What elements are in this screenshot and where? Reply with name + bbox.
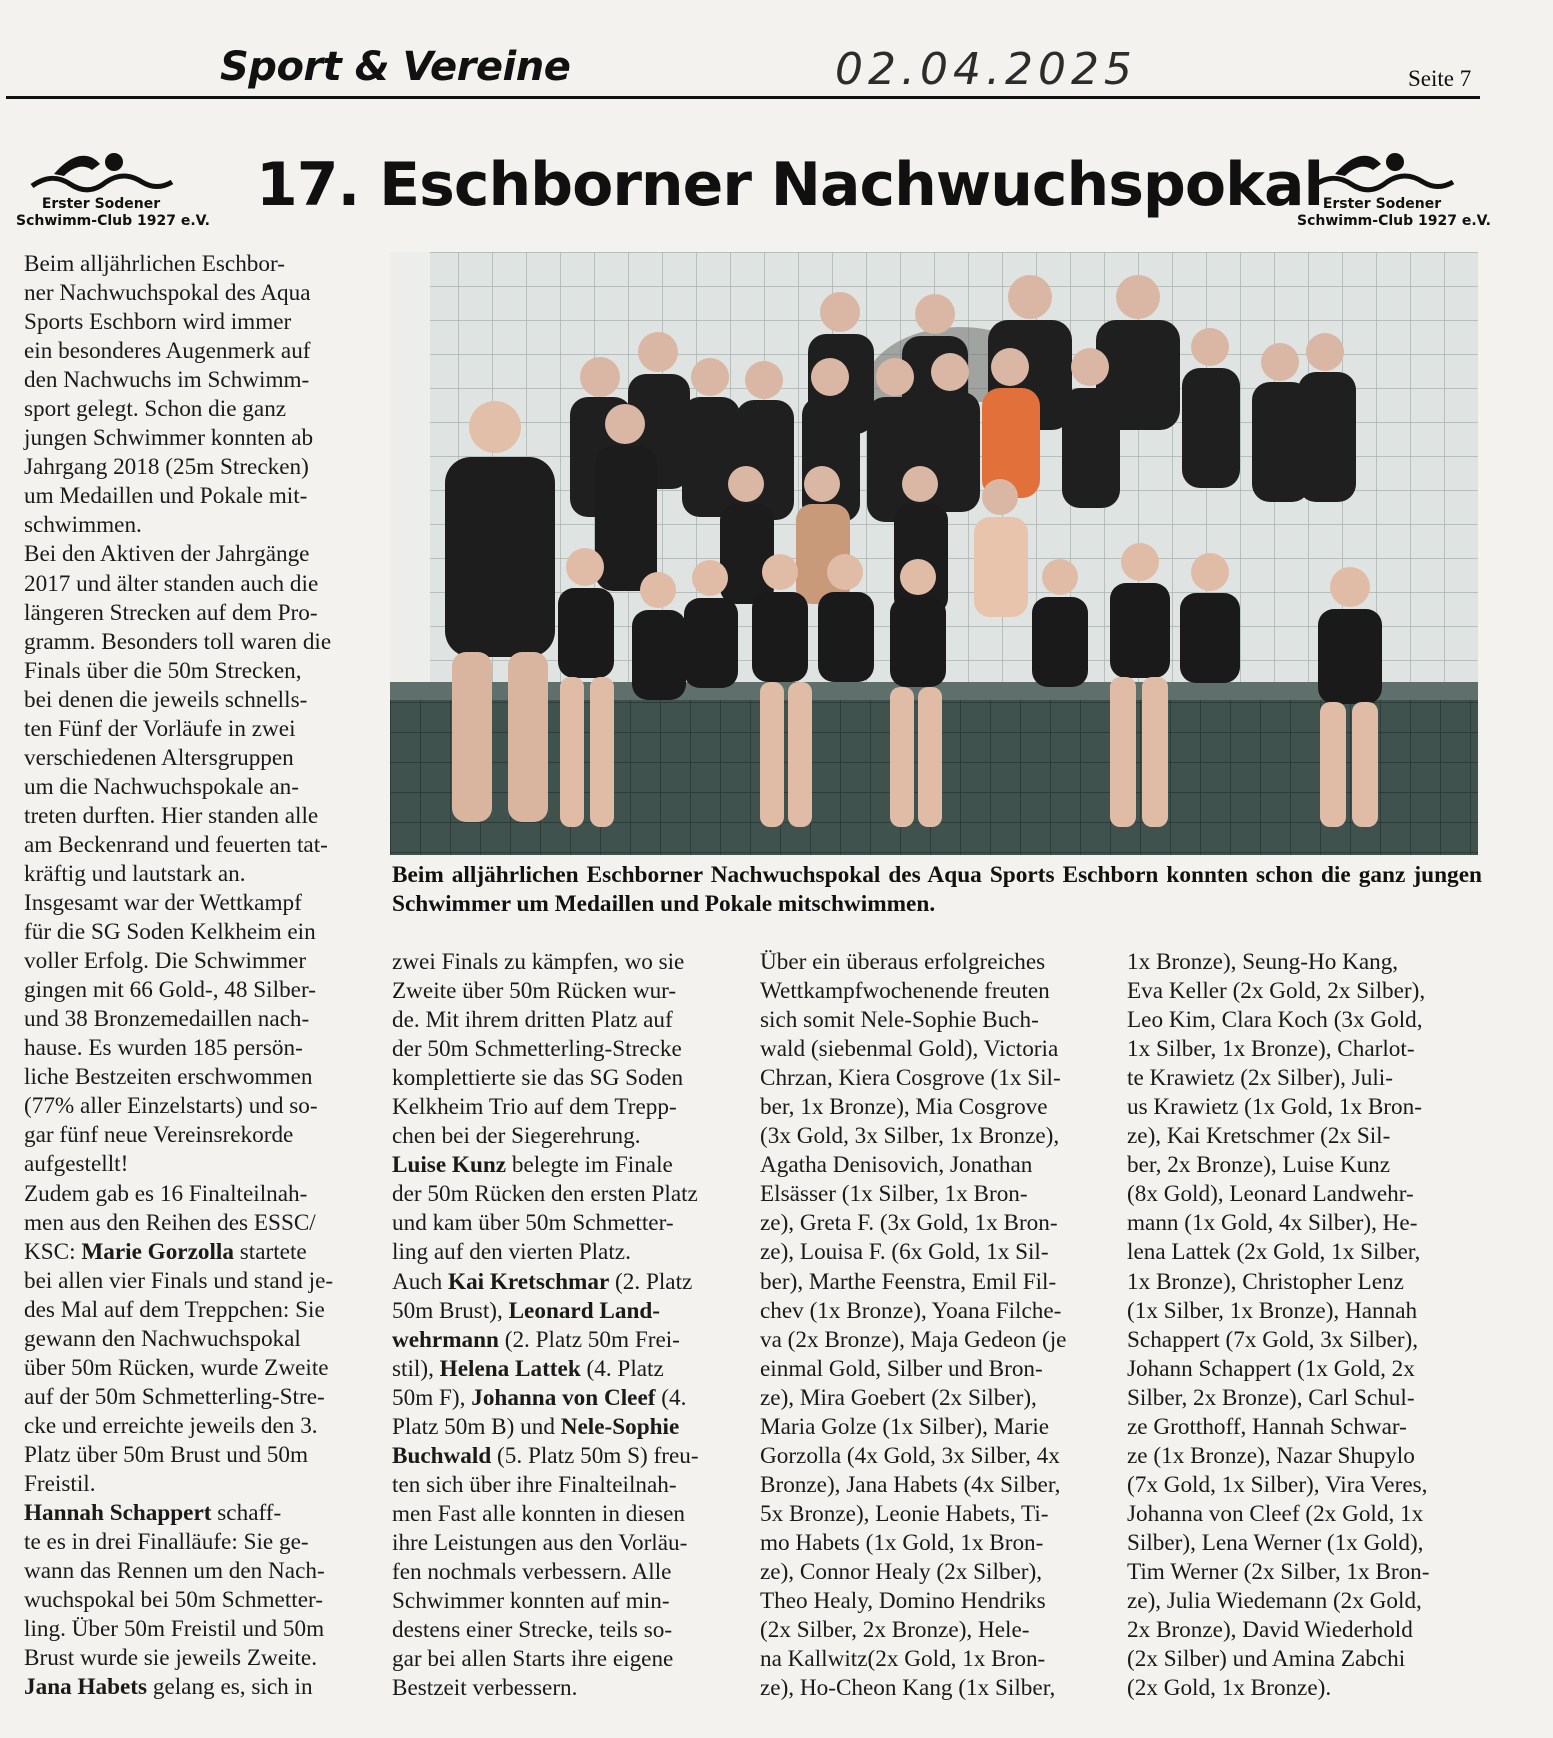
club-logo-left [16, 144, 211, 230]
page-number: Seite 7 [1408, 66, 1472, 91]
text-line: mann (1x Gold, 4x Silber), He- [1127, 1210, 1418, 1237]
club-logo-right [1297, 144, 1492, 230]
text-line: us Krawietz (1x Gold, 1x Bron- [1127, 1094, 1422, 1121]
text-line: Luise Kunz belegte im Finale [392, 1152, 673, 1179]
team-photo [390, 252, 1478, 855]
text-line: ling auf den vierten Platz. [392, 1239, 631, 1266]
text-line: gramm. Besonders toll waren die [24, 628, 332, 655]
handwritten-date: 02.04.2025 [835, 44, 1137, 95]
text-line: Sports Eschborn wird immer [24, 309, 292, 336]
swimmer-wave-icon [1307, 144, 1457, 196]
text-line: Maria Golze (1x Silber), Marie [760, 1413, 1050, 1440]
text-line: Finals über die 50m Strecken, [24, 657, 302, 684]
text-line: destens einer Strecke, teils so- [392, 1617, 673, 1644]
text-line: lena Lattek (2x Gold, 1x Silber, [1127, 1239, 1421, 1266]
text-line: über 50m Rücken, wurde Zweite [24, 1354, 329, 1381]
text-line: 1x Bronze), Seung-Ho Kang, [1127, 949, 1399, 975]
text-line: mo Habets (1x Gold, 1x Bron- [760, 1529, 1044, 1556]
text-line: Johann Schappert (1x Gold, 2x [1127, 1355, 1415, 1382]
text-line: treten durften. Hier standen alle [24, 802, 319, 829]
text-line: und kam über 50m Schmetter- [392, 1210, 674, 1237]
text-line: Silber), Lena Werner (1x Gold), [1127, 1529, 1424, 1556]
text-line: Bronze), Jana Habets (4x Silber, [760, 1471, 1061, 1498]
text-line: chen bei der Siegerehrung. [392, 1123, 641, 1150]
text-line: (77% aller Einzelstarts) und so- [24, 1093, 318, 1120]
text-line: 2x Bronze), David Wiederhold [1127, 1617, 1413, 1644]
text-line: fen nochmals verbessern. Alle [392, 1558, 672, 1585]
text-line: Brust wurde sie jeweils Zweite. [24, 1645, 317, 1672]
text-line: jungen Schwimmer konnten ab [24, 425, 314, 452]
text-line: bei denen die jeweils schnells- [24, 686, 308, 713]
text-line: gingen mit 66 Gold-, 48 Silber- [24, 977, 316, 1004]
text-column-4 [1127, 948, 1480, 1703]
text-line: der 50m Schmetterling-Strecke [392, 1036, 682, 1063]
text-line: bei allen vier Finals und stand je- [24, 1267, 334, 1294]
text-line: te es in drei Finalläufe: Sie ge- [24, 1529, 309, 1556]
text-line: Wettkampfwochenende freuten [760, 978, 1050, 1005]
text-line: ten Fünf der Vorläufe in zwei [24, 715, 296, 742]
text-line: gar bei allen Starts ihre eigene [392, 1646, 674, 1673]
text-column-2 [392, 948, 744, 1703]
text-line: Platz 50m B) und Nele-Sophie [392, 1413, 680, 1440]
text-line: voller Erfolg. Die Schwimmer [24, 948, 307, 975]
club-name-line2: Schwimm-Club 1927 e.V. [1297, 213, 1492, 229]
text-line: Elsässer (1x Silber, 1x Bron- [760, 1181, 1028, 1208]
text-line: Zudem gab es 16 Finalteilnah- [24, 1180, 308, 1207]
text-line: (2x Silber, 2x Bronze), Hele- [760, 1617, 1030, 1644]
text-line: (8x Gold), Leonard Landwehr- [1127, 1181, 1414, 1208]
text-line: 2017 und älter standen auch die [24, 570, 319, 597]
text-line: Schappert (7x Gold, 3x Silber), [1127, 1326, 1419, 1353]
text-line: hause. Es wurden 185 persön- [24, 1035, 303, 1062]
text-line: ze), Ho-Cheon Kang (1x Silber, [760, 1675, 1056, 1702]
text-line: Gorzolla (4x Gold, 3x Silber, 4x [760, 1442, 1060, 1469]
text-line: ber), Marthe Feenstra, Emil Fil- [760, 1268, 1057, 1295]
text-line: sport gelegt. Schon die ganz [24, 396, 287, 423]
text-line: men aus den Reihen des ESSC/ [24, 1209, 316, 1236]
text-line: Jahrgang 2018 (25m Strecken) [24, 454, 309, 481]
text-line: gewann den Nachwuchspokal [24, 1325, 301, 1352]
article-headline: 17. Eschborner Nachwuchspokal [256, 150, 1324, 220]
text-line: einmal Gold, Silber und Bron- [760, 1355, 1043, 1382]
text-line: ber, 2x Bronze), Luise Kunz [1127, 1152, 1391, 1179]
text-line: Chrzan, Kiera Cosgrove (1x Sil- [760, 1065, 1061, 1092]
text-line: de. Mit ihrem dritten Platz auf [392, 1007, 673, 1034]
text-line: ze (1x Bronze), Nazar Shupylo [1127, 1442, 1415, 1469]
text-line: komplettierte sie das SG Soden [392, 1065, 684, 1092]
text-line: Agatha Denisovich, Jonathan [760, 1152, 1033, 1179]
text-line: gar fünf neue Vereinsrekorde [24, 1122, 294, 1149]
text-line: wuchspokal bei 50m Schmetter- [24, 1587, 323, 1614]
text-line: Insgesamt war der Wettkampf [24, 890, 302, 917]
text-line: 1x Silber, 1x Bronze), Charlot- [1127, 1036, 1415, 1063]
text-line: ling. Über 50m Freistil und 50m [24, 1616, 325, 1643]
text-line: Kelkheim Trio auf dem Trepp- [392, 1094, 677, 1121]
text-line: Silber, 2x Bronze), Carl Schul- [1127, 1384, 1415, 1411]
text-line: Buchwald (5. Platz 50m S) freu- [392, 1442, 699, 1469]
text-line: Beim alljährlichen Eschbor- [24, 251, 285, 277]
text-line: um Medaillen und Pokale mit- [24, 483, 308, 510]
text-line: der 50m Rücken den ersten Platz [392, 1181, 698, 1208]
text-line: (7x Gold, 1x Silber), Vira Veres, [1127, 1471, 1428, 1498]
text-line: va (2x Bronze), Maja Gedeon (je [760, 1326, 1067, 1353]
text-line: (2x Silber) und Amina Zabchi [1127, 1646, 1406, 1673]
text-line: (3x Gold, 3x Silber, 1x Bronze), [760, 1123, 1060, 1150]
text-line: ihre Leistungen aus den Vorläu- [392, 1529, 688, 1556]
text-line: und 38 Bronzemedaillen nach- [24, 1006, 310, 1033]
text-line: chev (1x Bronze), Yoana Filche- [760, 1297, 1062, 1324]
text-line: stil), Helena Lattek (4. Platz [392, 1355, 664, 1382]
text-line: na Kallwitz(2x Gold, 1x Bron- [760, 1646, 1046, 1673]
club-name-line1: Erster Sodener [1322, 196, 1442, 212]
text-line: Theo Healy, Domino Hendriks [760, 1588, 1046, 1615]
text-line: (1x Silber, 1x Bronze), Hannah [1127, 1297, 1418, 1324]
text-line: ze), Julia Wiedemann (2x Gold, [1127, 1588, 1422, 1615]
text-line: 50m F), Johanna von Cleef (4. [392, 1384, 687, 1411]
text-line: ner Nachwuchspokal des Aqua [24, 280, 311, 307]
text-line: Über ein überaus erfolgreiches [760, 949, 1046, 975]
text-line: Johanna von Cleef (2x Gold, 1x [1127, 1500, 1424, 1527]
text-line: Bestzeit verbessern. [392, 1675, 578, 1702]
text-line: Freistil. [24, 1470, 96, 1497]
text-line: Eva Keller (2x Gold, 2x Silber), [1127, 978, 1426, 1005]
text-line: ze), Louisa F. (6x Gold, 1x Sil- [760, 1239, 1049, 1266]
text-line: ein besonderes Augenmerk auf [24, 338, 311, 365]
text-line: um die Nachwuchspokale an- [24, 773, 299, 800]
text-line: wann das Rennen um den Nach- [24, 1558, 325, 1585]
text-line: Bei den Aktiven der Jahrgänge [24, 541, 310, 568]
text-line: Jana Habets gelang es, sich in [24, 1674, 313, 1701]
text-line: 1x Bronze), Christopher Lenz [1127, 1268, 1404, 1295]
text-line: liche Bestzeiten erschwommen [24, 1064, 313, 1091]
text-line: verschiedenen Altersgruppen [24, 744, 294, 771]
text-line: KSC: Marie Gorzolla startete [24, 1238, 307, 1265]
text-line: 5x Bronze), Leonie Habets, Ti- [760, 1500, 1049, 1527]
text-line: ze), Connor Healy (2x Silber), [760, 1558, 1043, 1585]
text-column-1 [24, 250, 376, 1702]
text-line: 50m Brust), Leonard Land- [392, 1297, 660, 1324]
text-line: zwei Finals zu kämpfen, wo sie [392, 949, 685, 975]
text-line: Tim Werner (2x Silber, 1x Bron- [1127, 1558, 1430, 1585]
swimmer-wave-icon [26, 144, 176, 196]
text-line: auf der 50m Schmetterling-Stre- [24, 1383, 325, 1410]
header-rule [6, 96, 1480, 99]
text-line: für die SG Soden Kelkheim ein [24, 919, 316, 946]
text-line: ze Grotthoff, Hannah Schwar- [1127, 1413, 1407, 1440]
text-line: Zweite über 50m Rücken wur- [392, 978, 677, 1005]
text-line: ten sich über ihre Finalteilnah- [392, 1471, 677, 1498]
text-line: (2x Gold, 1x Bronze). [1127, 1675, 1332, 1702]
text-column-3 [760, 948, 1112, 1703]
text-line: den Nachwuchs im Schwimm- [24, 367, 310, 394]
club-name-line1: Erster Sodener [41, 196, 161, 212]
text-line: men Fast alle konnten in diesen [392, 1500, 686, 1527]
text-line: ze), Mira Goebert (2x Silber), [760, 1384, 1037, 1411]
text-line: ze), Greta F. (3x Gold, 1x Bron- [760, 1210, 1058, 1237]
text-line: cke und erreichte jeweils den 3. [24, 1412, 318, 1439]
text-line: Schwimmer konnten auf min- [392, 1588, 670, 1615]
text-line: Platz über 50m Brust und 50m [24, 1441, 309, 1468]
text-line: ze), Kai Kretschmer (2x Sil- [1127, 1123, 1391, 1150]
photo-caption: Beim alljährlichen Eschborner Nachwuchspokal des Aqua Sports Eschborn konnten schon die ganz jungen Schwimmer um Medaillen und Pokale mitschwimmen. [392, 862, 1482, 917]
text-line: schwimmen. [24, 512, 142, 539]
text-line: Auch Kai Kretschmar (2. Platz [392, 1268, 693, 1295]
text-line: aufgestellt! [24, 1151, 129, 1178]
text-line: wehrmann (2. Platz 50m Frei- [392, 1326, 680, 1353]
text-line: längeren Strecken auf dem Pro- [24, 599, 318, 626]
text-line: am Beckenrand und feuerten tat- [24, 831, 328, 858]
text-line: Hannah Schappert schaff- [24, 1500, 282, 1527]
text-line: kräftig und lautstark an. [24, 860, 246, 887]
text-line: ber, 1x Bronze), Mia Cosgrove [760, 1094, 1048, 1121]
text-line: sich somit Nele-Sophie Buch- [760, 1007, 1039, 1034]
section-title: Sport & Vereine [220, 44, 571, 90]
text-line: des Mal auf dem Treppchen: Sie [24, 1296, 325, 1323]
text-line: Leo Kim, Clara Koch (3x Gold, [1127, 1007, 1423, 1034]
text-line: te Krawietz (2x Silber), Juli- [1127, 1065, 1393, 1092]
club-name-line2: Schwimm-Club 1927 e.V. [16, 213, 211, 229]
text-line: wald (siebenmal Gold), Victoria [760, 1036, 1059, 1063]
